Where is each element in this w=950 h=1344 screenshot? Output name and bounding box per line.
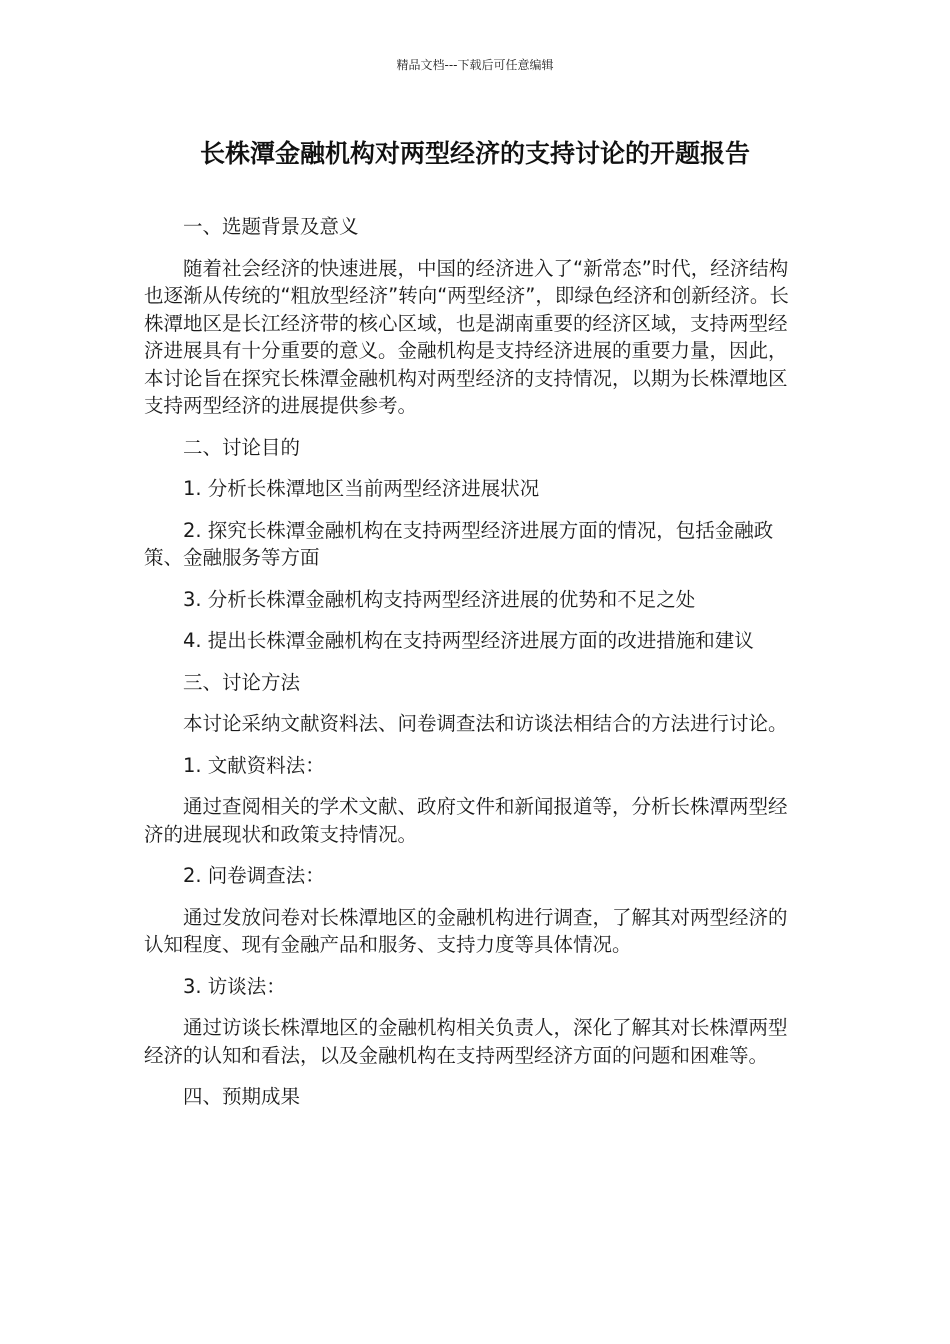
section-heading-objectives: 二、讨论目的 bbox=[183, 435, 301, 459]
page-header-watermark: 精品文档---下载后可任意编辑 bbox=[396, 58, 554, 72]
document-body bbox=[144, 213, 800, 1125]
method-heading-questionnaire: 2. 问卷调查法： bbox=[183, 864, 325, 887]
method-text-questionnaire: 通过发放问卷对长株潭地区的金融机构进行调查，了解其对两型经济的认知程度、现有金融产品和服务、支持力度等具体情况。 bbox=[144, 905, 788, 956]
objective-item-1: 1. 分析长株潭地区当前两型经济进展状况 bbox=[183, 477, 540, 500]
method-text-interview: 通过访谈长株潭地区的金融机构相关负责人，深化了解其对长株潭两型经济的认知和看法，以及金融机构在支持两型经济方面的问题和困难等。 bbox=[144, 1016, 788, 1067]
section-heading-background: 一、选题背景及意义 bbox=[183, 215, 359, 238]
objective-item-3: 3. 分析长株潭金融机构支持两型经济进展的优势和不足之处 bbox=[183, 587, 696, 611]
document-title: 长株潭金融机构对两型经济的支持讨论的开题报告 bbox=[199, 139, 750, 168]
paragraph-background: 随着社会经济的快速进展，中国的经济进入了“新常态”时代，经济结构也逐渐从传统的“粗放型经济”转向“两型经济”，即绿色经济和创新经济。长株潭地区是长江经济带的核心区域，也是湖南重要的经济区域，支持两型经济进展具有十分重要的意义。金融机构是支持经济进展的重要力量，因此，本讨论旨在探究长株潭金融机构对两型经济的支持情况，以期为长株潭地区支持两型经济的进展提供参考。 bbox=[144, 256, 789, 417]
method-text-literature: 通过查阅相关的学术文献、政府文件和新闻报道等，分析长株潭两型经济的进展现状和政策支持情况。 bbox=[144, 795, 788, 846]
paragraph-methods-intro: 本讨论采纳文献资料法、问卷调查法和访谈法相结合的方法进行讨论。 bbox=[183, 712, 788, 735]
objective-item-4: 4. 提出长株潭金融机构在支持两型经济进展方面的改进措施和建议 bbox=[183, 629, 754, 652]
section-heading-methods: 三、讨论方法 bbox=[183, 670, 301, 694]
objective-item-2: 2. 探究长株潭金融机构在支持两型经济进展方面的情况，包括金融政策、金融服务等方面 bbox=[144, 518, 774, 569]
section-heading-expected-results: 四、预期成果 bbox=[183, 1085, 301, 1108]
method-heading-interview: 3. 访谈法： bbox=[183, 974, 286, 998]
method-heading-literature: 1. 文献资料法： bbox=[183, 753, 325, 777]
